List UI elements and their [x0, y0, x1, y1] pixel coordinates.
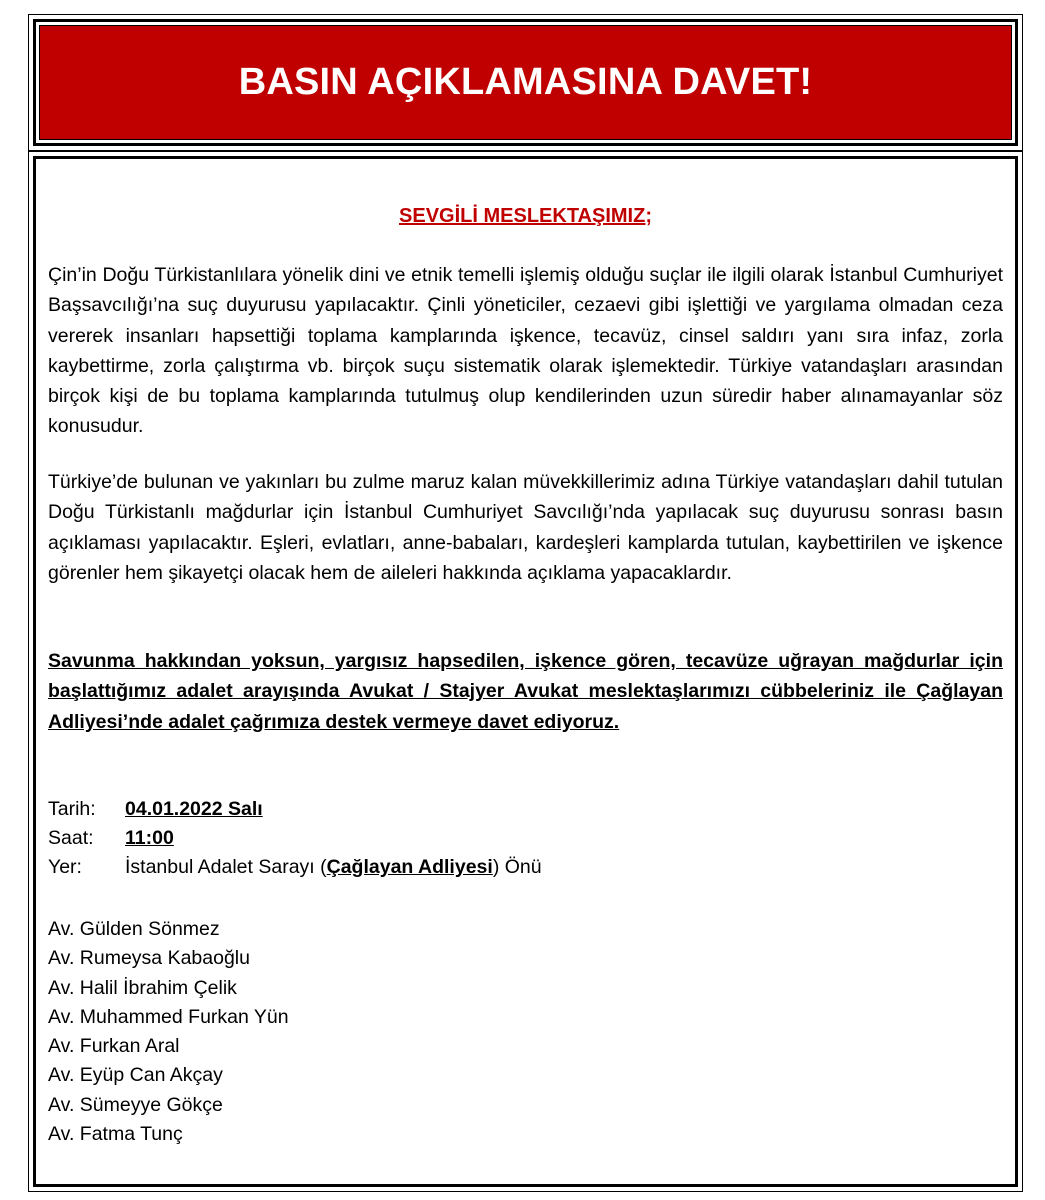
- date-label: Tarih:: [48, 798, 96, 820]
- time-label: Saat:: [48, 827, 94, 849]
- lawyer-list: [48, 915, 289, 1149]
- place-value: [125, 853, 542, 882]
- place-prefix: İstanbul Adalet Sarayı (: [125, 856, 327, 878]
- lawyer-name: Av. Halil İbrahim Çelik: [48, 976, 237, 999]
- paragraph-2: Türkiye’de bulunan ve yakınları bu zulme maruz kalan müvekkillerimiz adına Türkiye vatandaşları dahil tutulan Doğu Türkistanlı mağdurlar için İstanbul Cumhuriyet Savcılığı’nda yapılacak suç duyurusu sonrası basın açıklaması yapılacaktır. Eşleri, evlatları, anne-babaları, kardeşleri kamplarda tutulan, kaybettirilen ve işkence görenler hem şikayetçi olacak hem de aileleri hakkında açıklama yapacaklardır.: [48, 471, 1003, 584]
- lawyer-name: Av. Gülden Sönmez: [48, 918, 220, 940]
- lawyer-name: Av. Fatma Tunç: [48, 1123, 183, 1146]
- event-details: [48, 795, 542, 882]
- letter-frame: [28, 151, 1023, 1192]
- time-value: 11:00: [125, 827, 174, 849]
- place-label: Yer:: [48, 856, 82, 878]
- lawyer-name: Av. Rumeysa Kabaoğlu: [48, 947, 250, 970]
- event-date-row: [48, 795, 542, 824]
- date-value: 04.01.2022 Salı: [125, 798, 263, 820]
- lawyer-name: Av. Sümeyye Gökçe: [48, 1093, 223, 1116]
- letter-body: [33, 156, 1018, 1187]
- paragraph-1: Çin’in Doğu Türkistanlılara yönelik dini ve etnik temelli işlemiş olduğu suçlar ile ilgili olarak İstanbul Cumhuriyet Başsavcılığı’na suç duyurusu yapılacaktır. Çinli yöneticiler, cezaevi gibi işlettiği ve yargılama olmadan ceza vererek insanları hapsettiği toplama kamplarında işkence, tecavüz, cinsel saldırı yanı sıra infaz, zorla kaybettirme, zorla çalıştırma vb. birçok suçu sistematik olarak işlemektedir. Türkiye vatandaşları arasından birçok kişi de bu toplama kamplarında tutulmuş olup kendilerinden uzun süredir haber alınamayanlar söz konusudur.: [48, 264, 1003, 438]
- lawyer-name: Av. Furkan Aral: [48, 1035, 180, 1058]
- event-time-row: [48, 824, 542, 853]
- place-suffix: ) Önü: [492, 856, 542, 878]
- place-highlight: Çağlayan Adliyesi: [326, 856, 493, 878]
- lawyer-name: Av. Eyüp Can Akçay: [48, 1064, 223, 1087]
- lawyer-name: Av. Muhammed Furkan Yün: [48, 1005, 289, 1028]
- header-banner: [39, 25, 1012, 140]
- salutation: SEVGİLİ MESLEKTAŞIMIZ;: [399, 205, 652, 227]
- header-frame-inner: [33, 19, 1018, 146]
- event-place-row: [48, 853, 542, 882]
- header-frame: [28, 14, 1023, 151]
- paragraph-3-invitation: Savunma hakkından yoksun, yargısız hapsedilen, işkence gören, tecavüze uğrayan mağdurlar için başlattığımız adalet arayışında Avukat / Stajyer Avukat meslektaşlarımızı cübbeleriniz ile Çağlayan Adliyesi’nde adalet çağrımıza destek vermeye davet ediyoruz.: [48, 650, 1003, 733]
- page-title: BASIN AÇIKLAMASINA DAVET!: [238, 61, 813, 103]
